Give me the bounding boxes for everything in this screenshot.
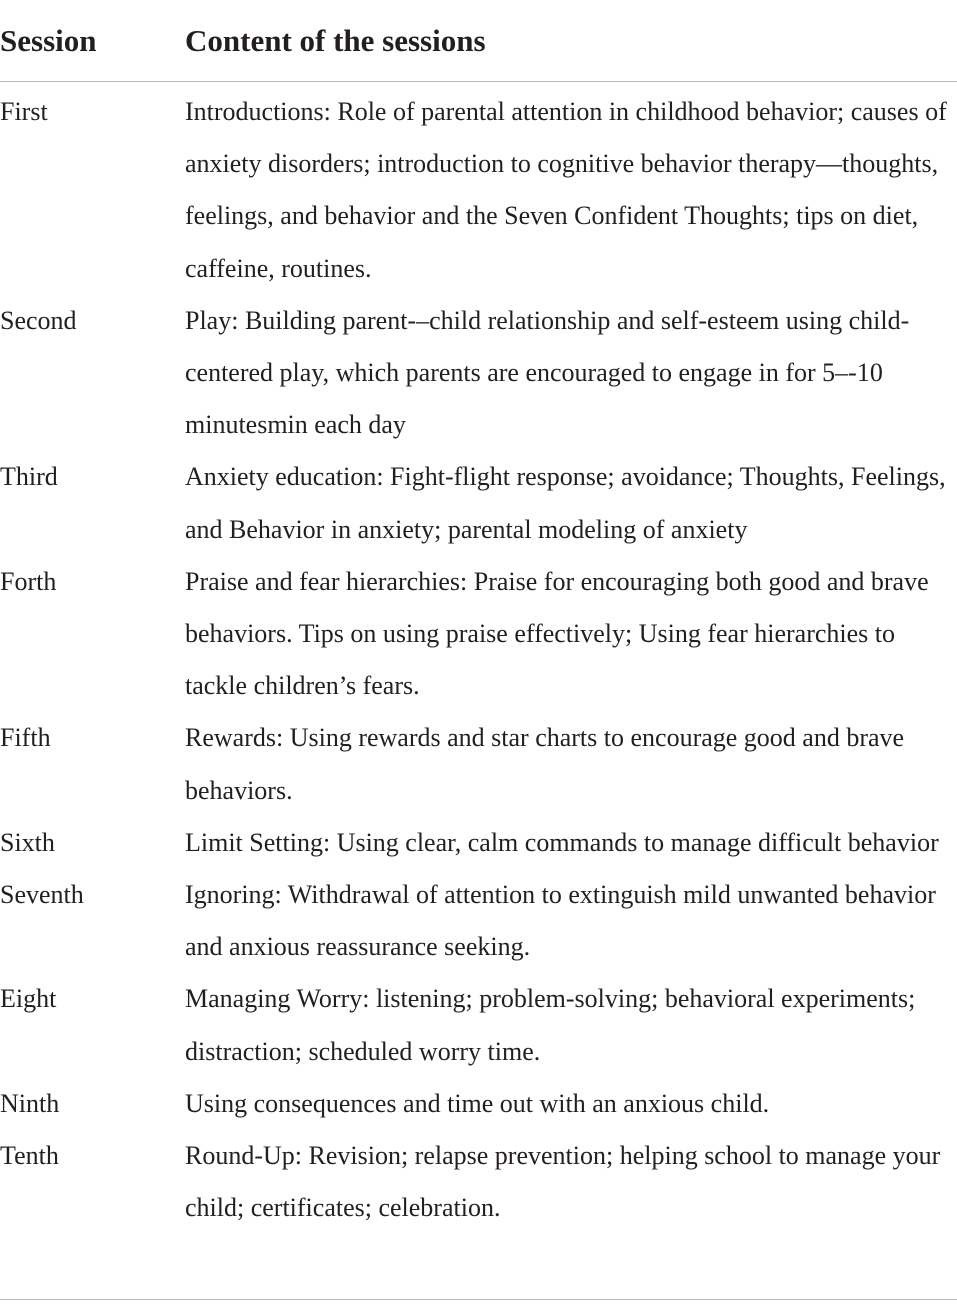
content-cell: Ignoring: Withdrawal of attention to extinguish mild unwanted behavior and anxious reassurance seeking. [185, 880, 936, 962]
content-cell: Play: Building parent-–child relationship and self-esteem using child-centered play, which parents are encouraged to engage in for 5–-10 minutesmin each day [185, 305, 910, 440]
table-row [0, 1078, 957, 1130]
table-row [0, 1130, 957, 1234]
content-cell: Anxiety education: Fight-flight response; avoidance; Thoughts, Feelings, and Behavior in anxiety; parental modeling of anxiety [185, 462, 946, 544]
table-row [0, 712, 957, 816]
table-row [0, 556, 957, 713]
table-header [0, 0, 957, 82]
session-cell: Sixth [0, 827, 55, 857]
session-cell: First [0, 97, 48, 126]
session-cell: Ninth [0, 1088, 60, 1118]
content-cell: Rewards: Using rewards and star charts to encourage good and brave behaviors. [185, 723, 905, 805]
session-cell: Forth [0, 566, 57, 596]
content-cell: Limit Setting: Using clear, calm commands to manage difficult behavior [185, 827, 939, 857]
table-row [0, 973, 957, 1077]
session-cell: Third [0, 462, 58, 492]
content-cell: Using consequences and time out with an anxious child. [185, 1088, 770, 1118]
content-cell: Praise and fear hierarchies: Praise for encouraging both good and brave behaviors. Tips on using praise effectively; Using fear hierarchies to tackle children’s fears. [185, 566, 929, 701]
header-content: Content of the sessions [185, 23, 486, 58]
session-cell: Second [0, 305, 77, 335]
session-cell: Seventh [0, 880, 84, 910]
table-row [0, 86, 957, 295]
table-body [0, 82, 957, 1234]
content-cell: Managing Worry: listening; problem-solving; behavioral experiments; distraction; scheduled worry time. [185, 984, 916, 1066]
session-cell: Fifth [0, 723, 51, 753]
session-cell: Eight [0, 984, 57, 1014]
session-cell: Tenth [0, 1141, 59, 1171]
header-session: Session [0, 23, 97, 58]
table-row [0, 295, 957, 452]
table-row [0, 451, 957, 555]
content-cell: Introductions: Role of parental attention in childhood behavior; causes of anxiety disorders; introduction to cognitive behavior therapy—thoughts, feelings, and behavior and the Seven Confident Thoughts; tips on diet, caffeine, routines. [185, 97, 947, 283]
table-row [0, 817, 957, 869]
content-cell: Round-Up: Revision; relapse prevention; helping school to manage your child; certificates; celebration. [185, 1141, 941, 1223]
table-bottom-rule [0, 1299, 957, 1300]
table-row [0, 869, 957, 973]
